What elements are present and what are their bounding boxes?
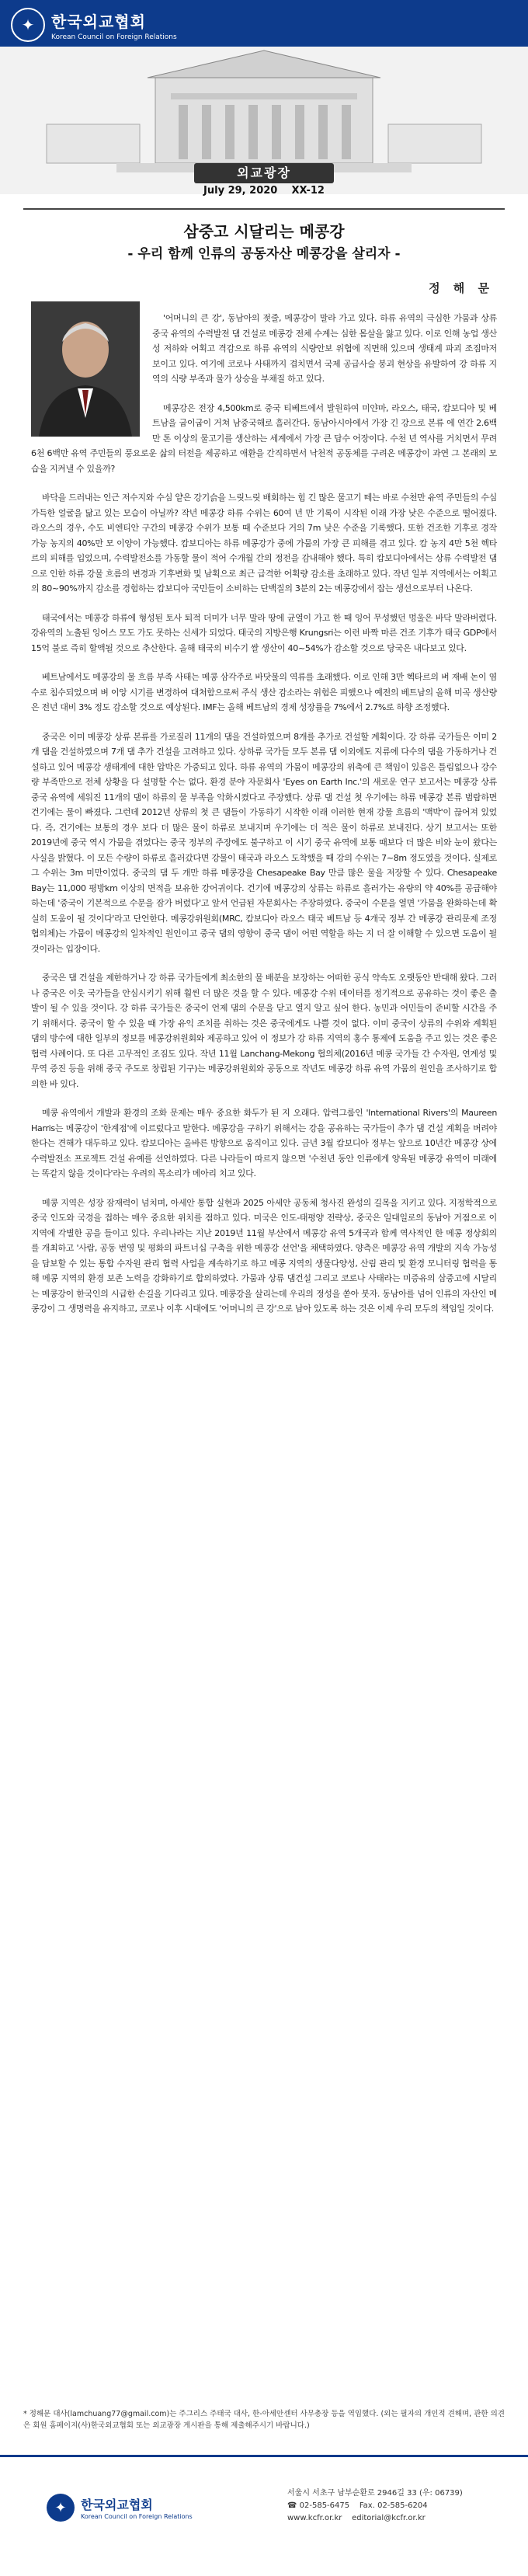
header-bar [0,0,528,47]
article-body [31,311,497,1331]
article-paragraph: 베트남에서도 메콩강의 물 흐름 부족 사태는 메콩 삼각주로 바닷물의 역류를 초래했다. 이로 인해 3만 헥타르의 벼 재배 논이 염수로 침수되었으며 벼 이앙 시기를 변경하여 대처함으로써 주식 생산 감소라는 위험은 피했으나 예전의 베트남의 올해 미곡 생산량은 전년 대비 3% 정도 감소할 것으로 예상된다. IMF는 올해 베트남의 경제 성장률을 7%에서 2.7%로 하향 조정했다. [31,672,497,712]
article-author: 정 해 문 [429,281,494,295]
header-logo[interactable] [11,8,177,42]
council-emblem-icon: ✦ [47,2494,75,2522]
banner-title: 외교광장 [194,163,334,183]
footer-website-link[interactable]: www.kcfr.or.kr [287,2514,342,2522]
article-subtitle: - 우리 함께 인류의 공동자산 메콩강을 살리자 - [127,246,401,262]
footer-tel: ☎ 02-585-6475 [287,2501,350,2510]
footer-divider [0,2455,528,2457]
header-org-name-en: Korean Council on Foreign Relations [51,33,177,41]
issue-date: July 29, 2020 [203,185,278,197]
footer-fax: Fax. 02-585-6204 [359,2501,428,2510]
article-paragraph: 중국은 댐 건설을 제한하거나 강 하류 국가들에게 최소한의 물 배분을 보장하는 어떠한 공식 약속도 오랫동안 반대해 왔다. 그러나 중국은 이웃 국가들을 안심시키기 위해 훨씬 더 많은 것을 할 수 있다. 메콩강 수위 데이터를 정기적으로 공유하는 것이 좋은 출발이 될 수 있을 것이다. 강 하류 국가들은 중국이 언제 댐의 수문을 닫고 열지 알고 싶어 한다. 농민과 어민들이 준비할 시간을 주기 위해서다. 중국이 할 수 있을 때 가장 유익 조치를 취하는 것은 중국에게도 나쁠 것이 없다. 이미 중국이 상류의 수위와 계획된 댐의 방수에 대한 일부의 정보를 메콩강위원회와 제공하고 있어 이 정보가 강 하류 지역의 홍수 통제에 도움을 주고 있는 것은 좋은 협력 사례이다. 또 다른 고무적인 조짐도 있다. 작년 11월 Lanchang-Mekong 협의체(2016년 메콩 국가들 간 수자원, 연계성 및 무역 증진 등을 위해 중국 주도로 창립된 기구)는 메콩강위원회와 공동으로 작년도 메콩강 하류 유역 가뭄의 원인을 조사하기로 합의한 바 있다. [31,973,497,1089]
article-paragraph: 메콩강은 전장 4,500km로 중국 티베트에서 발원하여 미얀마, 라오스, 태국, 캄보디아 및 베트남을 굽이굽이 거쳐 남중국해로 흘러간다. 동남아시아에서 가장 긴 강으로 본류 에 연간 2.6백만 톤 이상의 물고기를 생산하는 세계에서 가장 큰 담수 어장이다. 수천 년 역사를 거치면서 무려 6천 6백만 유역 주민들의 풍요로운 삶의 터전을 제공하고 애환을 간직하면서 낙천적 공동체를 구려온 메콩강이 과연 그 본래의 모습을 지켜낼 수 있을까? [31,402,497,474]
article-paragraph: 메콩 유역에서 개발과 환경의 조화 문제는 매우 중요한 화두가 된 지 오래다. 압력그룹인 'International Rivers'의 Maureen Harris는 메콩강이 '한계점'에 이르렀다고 말한다. 메콩강을 구하기 위해서는 강을 공유하는 국가들이 추가 댐 건설 계획을 버려야 한다는 견해가 대두하고 있다. 캄보디아는 올바른 방향으로 움직이고 있다. 금년 3월 캄보디아 정부는 앞으로 10년간 메콩강 상에 수력발전소 프로젝트 건설 유예를 선언하였다. 다른 나라들이 따르지 않으면 '수천년 동안 인류에게 양육된 메콩강 유역이 미래에는 똑같지 않을 것이다'라는 우려의 목소리가 메아리 치고 있다. [31,1108,497,1178]
article-title: 삼중고 시달리는 메콩강 [183,222,345,241]
footer-org-name-en: Korean Council on Foreign Relations [81,2513,193,2520]
council-emblem-icon: ✦ [11,8,45,42]
footer-address: 서울시 서초구 남부순환로 2946길 33 (우: 06739) [287,2489,463,2498]
header-org-name: 한국외교협회 [51,12,146,31]
article-paragraph: 태국에서는 메콩강 하류에 형성된 토사 퇴적 더미가 너무 말라 땅에 균열이 가고 한 때 잉어 무성했던 멍울은 바닥 말라버렸다. 강유역의 노출된 잉어스 모도 가도 못하는 신세가 되었다. 태국의 지방은행 Krungsri는 이런 바짝 마른 건조 기후가 태국 GDP에서 15억 불로 즉히 할액될 것으로 추산한다. 올해 태국의 비수기 쌀 생산이 40~54%가 감소할 것으로 당국은 내다보고 있다. [31,612,497,653]
article-paragraph: 바닥을 드러내는 인근 저수지와 수심 얕은 강기슭을 느릿느릿 배회하는 힘 긴 많은 물고기 떼는 바로 수천만 유역 주민들의 수심 가득한 얼굴을 닮고 있는 모습이 아닐까? 작년 메콩강 하류 수위는 60여 년 만 기록이 시작된 이래 가장 낮은 수준으로 떨어졌다. 라오스의 경우, 수도 비엔티안 구간의 메콩강 수위가 보통 때 수준보다 거의 7m 낮은 수준을 기록했다. 또한 건조한 기후로 경작 가능 농지의 40%만 모 이양이 가능했다. 캄보디아는 하류 메콩강가 중에 가뭄의 가장 큰 피해를 겪고 있다. 캄 농지 4만 5천 헥타르의 피해를 입었으며, 수력발전소를 가동할 물이 적어 수개월 간의 정전을 감내해야 했다. 특히 캄보디아에서는 상류 수력발전 댐으로 인한 하류 강물 흐름의 변경과 기후변화 및 남획으로 최근 급격한 어획량 감소를 초래하고 있다. 작년 일부 지역에서는 어획고의 80~90%까지 감소를 경험하는 캄보디아 국민들이 소비하는 단백질의 3분의 2는 메콩강에서 잡는 생선으로부터 나온다. [31,493,497,594]
article-paragraph: 중국은 이미 메콩강 상류 본류를 가로질러 11개의 댐을 건설하였으며 8개를 추가로 건설할 계획이다. 강 하류 국가들은 이미 2개 댐을 건설하였으며 7개 댐 추가 건설을 고려하고 있다. 상하류 국가들 모두 본류 댐 이외에도 지류에 다수의 댐을 가동하거나 건설하고 있어 메콩강 생태계에 대한 압박은 가중되고 있다. 하류 유역의 가뭄이 메콩강의 위축에 큰 책임이 있음은 틀림없으나 강수량 부족만으로 전체 상황을 다 설명할 수는 없다. 환경 분야 자문회사 'Eyes on Earth Inc.'의 새로운 연구 보고서는 메콩강 상류 중국 유역에 세워진 11개의 댐이 하류의 물 부족을 악화시켰다고 주장했다. 상류 댐 건설 첫 우기에는 하류 메콩강 본류 범람하면 건기에는 물이 빠졌다. 그런데 2012년 상류의 첫 큰 댐들이 가동하기 시작한 이래 이러한 현재 강물 흐름의 '맥박'이 끊어져 있었다. 즉, 건기에는 보통의 경우 보다 더 많은 물이 하류로 보내지며 우기에는 더 적은 물이 하류로 보내진다. 상기 보고서는 또한 2019년에 중국 역시 가뭄을 겪었다는 중국 정부의 주장에도 불구하고 이 시기 중국 유역에 보통 때보다 더 많은 비와 눈이 왔다는 사실을 밝혔다. 이 모든 수량이 하류로 흘러갔다면 강물이 태국과 라오스 도착했을 때 강의 수위는 7~8m 정도였을 것이다. 실제로 그 수위는 3m 미만이었다. 중국의 댐 두 개만 하류 메콩강을 Chesapeake Bay 만큼 많은 물을 저장할 수 있다. Chesapeake Bay는 11,000 평방km 이상의 면적을 보유한 강어귀이다. 건기에 메콩강의 상류는 하류로 흘러가는 유량의 약 40%를 공급해야 하는데 '중국이 기본적으로 수문을 잠가 버렸다'고 앞서 언급된 자문회사는 주장하였다. 중국이 수문을 열면 '가뭄을 완화하는데 확실히 도움이 될 것이다'라고 단언한다. 메콩강위원회(MRC, 캄보디아 라오스 태국 베트남 등 4개국 정부 간 메콩강 관리문제 조정협의체)는 가뭄이 메콩강의 일차적인 원인이고 중국 댐의 영향이 중국 댐이 어떤 역할을 하는 지 더 잘 이해할 수 있으면 도움이 될 것이라는 입장이다. [31,731,497,954]
author-footnote: * 정해문 대사(lamchuang77@gmail.com)는 주그리스 주태국 대사, 한-아세안센터 사무총장 등을 역임했다. (외는 필자의 개인적 견해며, 관한 의견은 회원 홈페이지(사)한국외교협회 또는 외교광장 게시판을 통해 제출해주시기 바랍니다.) [23,2410,505,2430]
issue-number: XX-12 [291,185,325,197]
footer-logo[interactable] [47,2494,193,2522]
footer-email-link[interactable]: editorial@kcfr.or.kr [352,2514,426,2522]
article-paragraph: 메콩 지역은 성장 잠재력이 넘치며, 아세안 통합 실현과 2025 아세안 공동체 청사진 완성의 길목을 지키고 있다. 지정학적으로 중국 인도와 국경을 접하는 매우 중요한 위치를 점하고 있다. 미국은 인도-태평양 전략상, 중국은 일대일로의 동남아 거점으로 이 지역에 각별한 공을 들이고 있다. 우리나라는 지난 2019년 11월 부산에서 메콩강 유역 5개국과 함께 역사적인 한 메콩 정상회의를 개최하고 '사람, 공동 번영 및 평화의 파트너십 구축을 위한 메콩강 선언'을 채택하였다. 양측은 메콩강 유역 개발의 지속 가능성을 담보할 수 있는 통합 수자원 관리 협력 사업을 계속하기로 하고 메콩 지역의 생물다양성, 산림 관리 및 환경 모니터링 협력을 통해 메콩 지역의 환경 보존 노력을 강화하기로 합의하였다. 가뭄과 상류 댐건설 그리고 코로나 사태라는 미증유의 삼중고에 시달리는 메콩강이 한국인의 시급한 손길을 기다리고 있다. 메콩강을 살리는데 우리의 정성을 쏟아 붓자. 동남아를 넘어 인류의 자산인 메콩강이 그 생명력을 유지하고, 코로나 이후 시대에도 '어머니의 큰 강'으로 남아 있도록 하는 것은 이제 우리 모두의 책임일 것이다. [31,1197,497,1314]
footer-org-name: 한국외교협회 [81,2498,153,2512]
article-paragraph: '어머니의 큰 강', 동남아의 젖줄, 메콩강이 말라 가고 있다. 하류 유역의 극심한 가뭄과 상류 중국 유역의 수력발전 댐 건설로 메콩강 전체 수계는 심한 몸살을 앓고 있다. 이로 인해 농업 생산성 저하와 어획고 격감으로 하류 유역의 식량안보 위협에 직면해 있으며 생태계 파괴 조짐마저 보이고 있다. 여기에 코로나 사태까지 겹치면서 국제 공급사슬 붕괴 현상을 유발하여 강 하류 지역의 식량 부족과 물가 상승을 부채질 하고 있다. [152,313,497,384]
footer-contact [287,2487,463,2525]
issue-line [0,185,528,197]
title-divider [23,208,505,210]
footer [0,2463,528,2576]
